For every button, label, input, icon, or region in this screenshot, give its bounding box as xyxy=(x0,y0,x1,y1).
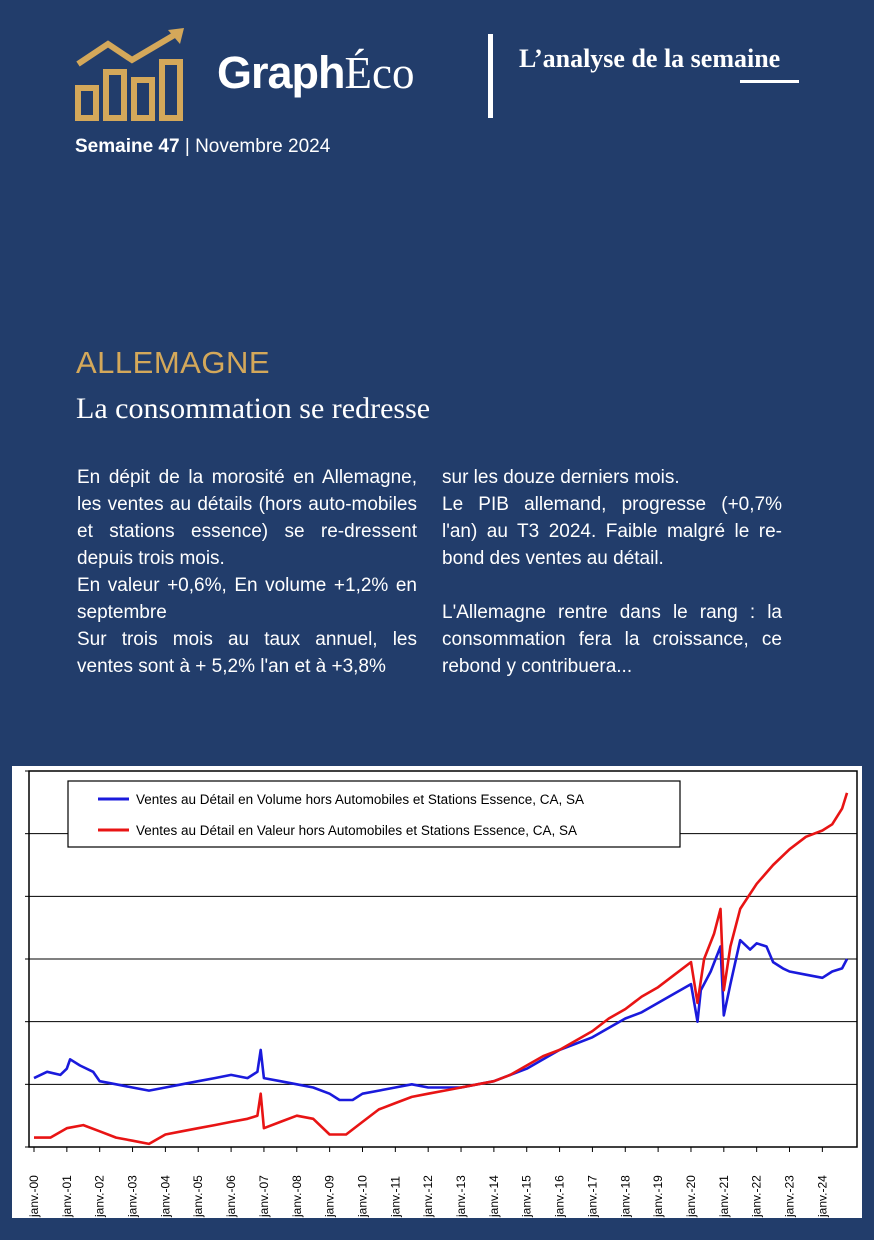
legend-entry: Ventes au Détail en Volume hors Automobiles et Stations Essence, CA, SA xyxy=(136,792,585,807)
bar-chart-growth-icon xyxy=(72,26,188,126)
header-divider xyxy=(488,34,493,118)
x-tick-label: janv.-19 xyxy=(651,1175,666,1217)
paragraph-gap xyxy=(442,572,782,599)
x-tick-label: janv.-09 xyxy=(322,1175,337,1217)
x-tick-label: janv.-14 xyxy=(486,1175,501,1217)
tagline-underline xyxy=(740,80,799,83)
issue-info xyxy=(75,136,330,158)
x-tick-label: janv.-12 xyxy=(421,1175,436,1217)
brand-name xyxy=(217,47,415,98)
x-tick-label: janv.-11 xyxy=(388,1176,403,1217)
x-tick-label: janv.-16 xyxy=(552,1175,567,1217)
x-tick-label: janv.-04 xyxy=(158,1175,173,1217)
x-tick-label: janv.-02 xyxy=(92,1175,107,1217)
x-tick-label: janv.-03 xyxy=(125,1175,140,1217)
paragraph: En valeur +0,6%, En volume +1,2% en septembre xyxy=(77,575,417,623)
x-tick-label: janv.-06 xyxy=(224,1175,239,1217)
paragraph: L'Allemagne rentre dans le rang : la consommation fera la croissance, ce rebond y contribuera... xyxy=(442,602,782,677)
retail-sales-chart xyxy=(12,766,862,1218)
x-tick-label: janv.-07 xyxy=(256,1175,271,1217)
x-tick-label: janv.-00 xyxy=(27,1175,41,1217)
brand-part-graph: Graph xyxy=(217,47,345,98)
date-label: Novembre 2024 xyxy=(195,136,331,157)
x-tick-label: janv.-22 xyxy=(749,1175,764,1217)
chart-svg xyxy=(12,766,862,1218)
x-tick-label: janv.-10 xyxy=(355,1175,370,1217)
x-tick-label: janv.-13 xyxy=(454,1175,469,1217)
x-tick-label: janv.-05 xyxy=(191,1175,206,1217)
article-column-2 xyxy=(442,464,782,680)
legend-entry: Ventes au Détail en Valeur hors Automobiles et Stations Essence, CA, SA xyxy=(136,823,577,838)
country-label: ALLEMAGNE xyxy=(76,345,271,380)
paragraph: En dépit de la morosité en Allemagne, les ventes au détails (hors auto-mobiles et stations essence) se re-dressent depuis trois mois. xyxy=(77,467,417,569)
tagline: L’analyse de la semaine xyxy=(519,44,781,73)
x-tick-label: janv.-21 xyxy=(716,1175,731,1217)
x-tick-label: janv.-20 xyxy=(683,1175,698,1217)
x-tick-label: janv.-23 xyxy=(782,1175,797,1217)
page-title: La consommation se redresse xyxy=(76,392,431,425)
x-tick-label: janv.-08 xyxy=(289,1175,304,1217)
paragraph: Sur trois mois au taux annuel, les ventes sont à + 5,2% l'an et à +3,8% xyxy=(77,629,417,677)
paragraph: Le PIB allemand, progresse (+0,7% l'an) au T3 2024. Faible malgré le re-bond des ventes au détail. xyxy=(442,494,782,569)
x-tick-label: janv.-15 xyxy=(519,1175,534,1217)
x-tick-label: janv.-18 xyxy=(618,1175,633,1217)
brand-part-eco: Éco xyxy=(344,48,415,98)
x-tick-label: janv.-17 xyxy=(585,1175,600,1217)
week-separator: | xyxy=(179,136,196,157)
x-tick-label: janv.-24 xyxy=(815,1175,830,1217)
article-column-1 xyxy=(77,464,417,680)
paragraph: sur les douze derniers mois. xyxy=(442,467,680,488)
x-tick-label: janv.-01 xyxy=(59,1175,74,1217)
week-label: Semaine 47 xyxy=(75,136,180,157)
